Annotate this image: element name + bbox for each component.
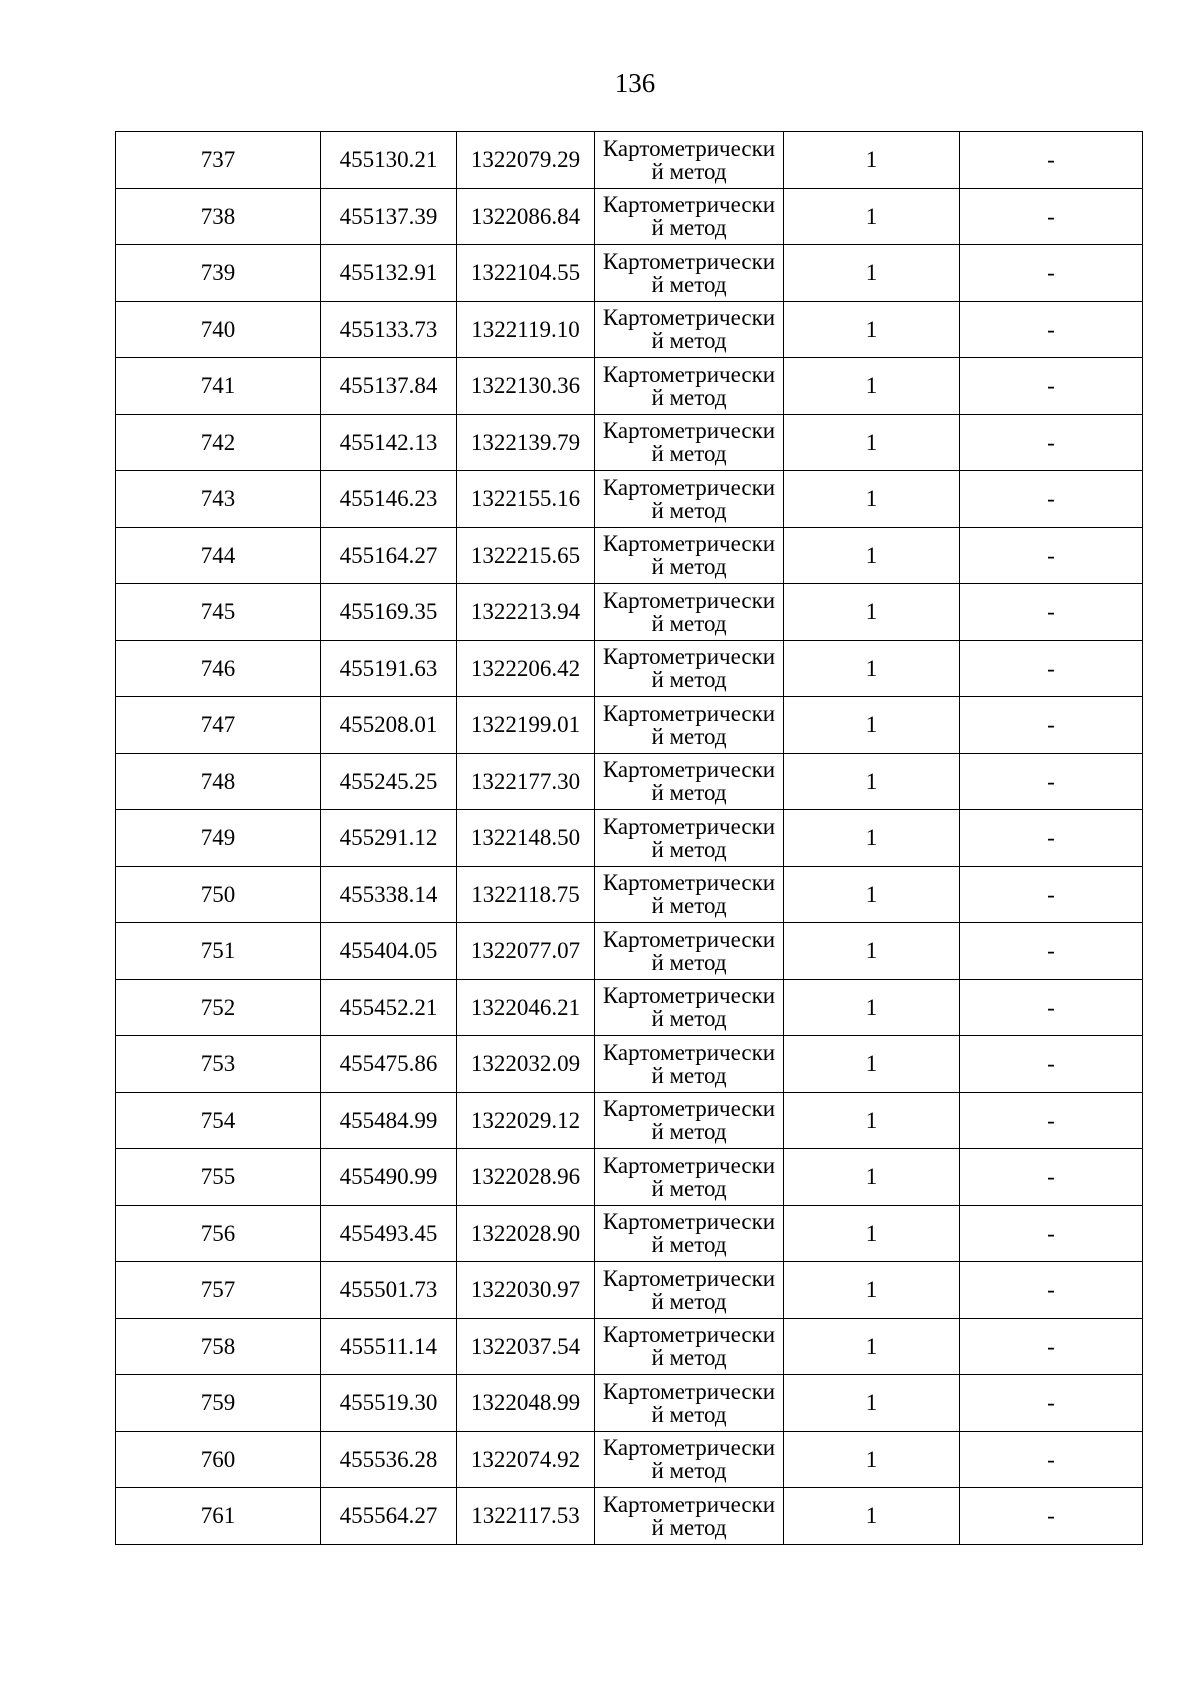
y-coordinate-cell: 1322030.97: [457, 1262, 595, 1319]
x-coordinate-cell: 455519.30: [321, 1375, 457, 1432]
table-row: [116, 923, 1143, 980]
y-coordinate-cell: 1322037.54: [457, 1318, 595, 1375]
method-cell: [595, 810, 784, 867]
method-text: Картометрический метод: [602, 531, 776, 580]
method-text: Картометрический метод: [602, 1152, 776, 1201]
note-cell: -: [960, 358, 1143, 415]
y-coordinate-cell: 1322213.94: [457, 584, 595, 641]
method-text: Картометрический метод: [602, 813, 776, 862]
point-number-cell: 748: [116, 753, 321, 810]
accuracy-cell: 1: [784, 358, 960, 415]
point-number-cell: 740: [116, 301, 321, 358]
method-text: Картометрический метод: [602, 1491, 776, 1540]
method-cell: [595, 1205, 784, 1262]
accuracy-cell: 1: [784, 1092, 960, 1149]
note-cell: -: [960, 866, 1143, 923]
y-coordinate-cell: 1322215.65: [457, 527, 595, 584]
note-cell: -: [960, 1318, 1143, 1375]
method-text: Картометрический метод: [602, 870, 776, 919]
table-row: [116, 640, 1143, 697]
x-coordinate-cell: 455291.12: [321, 810, 457, 867]
point-number-cell: 755: [116, 1149, 321, 1206]
x-coordinate-cell: 455493.45: [321, 1205, 457, 1262]
note-cell: -: [960, 1488, 1143, 1545]
method-cell: [595, 1375, 784, 1432]
accuracy-cell: 1: [784, 1375, 960, 1432]
method-text: Картометрический метод: [602, 135, 776, 184]
note-cell: -: [960, 640, 1143, 697]
method-text: Картометрический метод: [602, 587, 776, 636]
point-number-cell: 761: [116, 1488, 321, 1545]
point-number-cell: 757: [116, 1262, 321, 1319]
accuracy-cell: 1: [784, 1205, 960, 1262]
method-text: Картометрический метод: [602, 361, 776, 410]
x-coordinate-cell: 455245.25: [321, 753, 457, 810]
accuracy-cell: 1: [784, 132, 960, 189]
y-coordinate-cell: 1322199.01: [457, 697, 595, 754]
x-coordinate-cell: 455169.35: [321, 584, 457, 641]
note-cell: -: [960, 1431, 1143, 1488]
table-row: [116, 1375, 1143, 1432]
y-coordinate-cell: 1322117.53: [457, 1488, 595, 1545]
table-row: [116, 301, 1143, 358]
method-text: Картометрический метод: [602, 1209, 776, 1258]
method-cell: [595, 923, 784, 980]
table-row: [116, 1431, 1143, 1488]
table-row: [116, 810, 1143, 867]
y-coordinate-cell: 1322074.92: [457, 1431, 595, 1488]
method-text: Картометрический метод: [602, 644, 776, 693]
point-number-cell: 749: [116, 810, 321, 867]
point-number-cell: 756: [116, 1205, 321, 1262]
accuracy-cell: 1: [784, 866, 960, 923]
note-cell: -: [960, 697, 1143, 754]
method-cell: [595, 1036, 784, 1093]
table-row: [116, 132, 1143, 189]
x-coordinate-cell: 455164.27: [321, 527, 457, 584]
accuracy-cell: 1: [784, 979, 960, 1036]
note-cell: -: [960, 923, 1143, 980]
method-text: Картометрический метод: [602, 418, 776, 467]
accuracy-cell: 1: [784, 1149, 960, 1206]
table-row: [116, 1205, 1143, 1262]
y-coordinate-cell: 1322032.09: [457, 1036, 595, 1093]
point-number-cell: 750: [116, 866, 321, 923]
method-text: Картометрический метод: [602, 192, 776, 241]
table-row: [116, 1488, 1143, 1545]
method-text: Картометрический метод: [602, 1435, 776, 1484]
accuracy-cell: 1: [784, 1488, 960, 1545]
x-coordinate-cell: 455475.86: [321, 1036, 457, 1093]
point-number-cell: 746: [116, 640, 321, 697]
method-cell: [595, 1092, 784, 1149]
note-cell: -: [960, 301, 1143, 358]
note-cell: -: [960, 188, 1143, 245]
y-coordinate-cell: 1322046.21: [457, 979, 595, 1036]
x-coordinate-cell: 455137.39: [321, 188, 457, 245]
method-cell: [595, 301, 784, 358]
method-cell: [595, 414, 784, 471]
method-cell: [595, 979, 784, 1036]
table-row: [116, 471, 1143, 528]
point-number-cell: 739: [116, 245, 321, 302]
y-coordinate-cell: 1322028.96: [457, 1149, 595, 1206]
table-row: [116, 1318, 1143, 1375]
x-coordinate-cell: 455146.23: [321, 471, 457, 528]
table-row: [116, 584, 1143, 641]
table-row: [116, 414, 1143, 471]
accuracy-cell: 1: [784, 923, 960, 980]
page-number: 136: [614, 68, 656, 98]
note-cell: -: [960, 471, 1143, 528]
point-number-cell: 759: [116, 1375, 321, 1432]
x-coordinate-cell: 455208.01: [321, 697, 457, 754]
method-cell: [595, 640, 784, 697]
note-cell: -: [960, 584, 1143, 641]
y-coordinate-cell: 1322079.29: [457, 132, 595, 189]
point-number-cell: 738: [116, 188, 321, 245]
table-row: [116, 753, 1143, 810]
y-coordinate-cell: 1322048.99: [457, 1375, 595, 1432]
note-cell: -: [960, 1205, 1143, 1262]
y-coordinate-cell: 1322028.90: [457, 1205, 595, 1262]
note-cell: -: [960, 1375, 1143, 1432]
point-number-cell: 745: [116, 584, 321, 641]
method-text: Картометрический метод: [602, 926, 776, 975]
x-coordinate-cell: 455130.21: [321, 132, 457, 189]
note-cell: -: [960, 132, 1143, 189]
method-cell: [595, 584, 784, 641]
point-number-cell: 737: [116, 132, 321, 189]
accuracy-cell: 1: [784, 188, 960, 245]
table-row: [116, 866, 1143, 923]
table-row: [116, 979, 1143, 1036]
table-row: [116, 358, 1143, 415]
method-text: Картометрический метод: [602, 1039, 776, 1088]
note-cell: -: [960, 1092, 1143, 1149]
x-coordinate-cell: 455191.63: [321, 640, 457, 697]
y-coordinate-cell: 1322104.55: [457, 245, 595, 302]
x-coordinate-cell: 455536.28: [321, 1431, 457, 1488]
y-coordinate-cell: 1322029.12: [457, 1092, 595, 1149]
x-coordinate-cell: 455142.13: [321, 414, 457, 471]
point-number-cell: 747: [116, 697, 321, 754]
method-text: Картометрический метод: [602, 1378, 776, 1427]
table-body: [116, 132, 1143, 1545]
accuracy-cell: 1: [784, 527, 960, 584]
method-text: Картометрический метод: [602, 700, 776, 749]
method-text: Картометрический метод: [602, 983, 776, 1032]
note-cell: -: [960, 527, 1143, 584]
point-number-cell: 742: [116, 414, 321, 471]
accuracy-cell: 1: [784, 1262, 960, 1319]
method-cell: [595, 1488, 784, 1545]
point-number-cell: 741: [116, 358, 321, 415]
point-number-cell: 754: [116, 1092, 321, 1149]
y-coordinate-cell: 1322206.42: [457, 640, 595, 697]
method-text: Картометрический метод: [602, 1322, 776, 1371]
x-coordinate-cell: 455404.05: [321, 923, 457, 980]
x-coordinate-cell: 455132.91: [321, 245, 457, 302]
y-coordinate-cell: 1322130.36: [457, 358, 595, 415]
method-cell: [595, 1262, 784, 1319]
method-text: Картометрический метод: [602, 1265, 776, 1314]
table-row: [116, 527, 1143, 584]
method-text: Картометрический метод: [602, 474, 776, 523]
note-cell: -: [960, 414, 1143, 471]
point-number-cell: 760: [116, 1431, 321, 1488]
method-cell: [595, 1318, 784, 1375]
method-cell: [595, 697, 784, 754]
note-cell: -: [960, 1149, 1143, 1206]
y-coordinate-cell: 1322086.84: [457, 188, 595, 245]
x-coordinate-cell: 455338.14: [321, 866, 457, 923]
y-coordinate-cell: 1322148.50: [457, 810, 595, 867]
method-cell: [595, 1431, 784, 1488]
table-row: [116, 1092, 1143, 1149]
note-cell: -: [960, 753, 1143, 810]
y-coordinate-cell: 1322119.10: [457, 301, 595, 358]
accuracy-cell: 1: [784, 1431, 960, 1488]
method-cell: [595, 358, 784, 415]
method-text: Картометрический метод: [602, 305, 776, 354]
y-coordinate-cell: 1322077.07: [457, 923, 595, 980]
accuracy-cell: 1: [784, 414, 960, 471]
point-number-cell: 752: [116, 979, 321, 1036]
method-cell: [595, 1149, 784, 1206]
x-coordinate-cell: 455137.84: [321, 358, 457, 415]
point-number-cell: 751: [116, 923, 321, 980]
accuracy-cell: 1: [784, 301, 960, 358]
note-cell: -: [960, 1262, 1143, 1319]
method-cell: [595, 753, 784, 810]
point-number-cell: 744: [116, 527, 321, 584]
note-cell: -: [960, 979, 1143, 1036]
x-coordinate-cell: 455490.99: [321, 1149, 457, 1206]
x-coordinate-cell: 455452.21: [321, 979, 457, 1036]
method-cell: [595, 527, 784, 584]
note-cell: -: [960, 1036, 1143, 1093]
note-cell: -: [960, 810, 1143, 867]
method-text: Картометрический метод: [602, 1096, 776, 1145]
y-coordinate-cell: 1322155.16: [457, 471, 595, 528]
table-row: [116, 1036, 1143, 1093]
accuracy-cell: 1: [784, 1318, 960, 1375]
table-row: [116, 1149, 1143, 1206]
accuracy-cell: 1: [784, 810, 960, 867]
x-coordinate-cell: 455133.73: [321, 301, 457, 358]
point-number-cell: 753: [116, 1036, 321, 1093]
y-coordinate-cell: 1322177.30: [457, 753, 595, 810]
x-coordinate-cell: 455564.27: [321, 1488, 457, 1545]
method-cell: [595, 245, 784, 302]
method-text: Картометрический метод: [602, 757, 776, 806]
x-coordinate-cell: 455501.73: [321, 1262, 457, 1319]
accuracy-cell: 1: [784, 1036, 960, 1093]
method-text: Картометрический метод: [602, 248, 776, 297]
accuracy-cell: 1: [784, 471, 960, 528]
note-cell: -: [960, 245, 1143, 302]
coordinates-table: [115, 131, 1143, 1545]
method-cell: [595, 471, 784, 528]
method-cell: [595, 188, 784, 245]
method-cell: [595, 132, 784, 189]
point-number-cell: 743: [116, 471, 321, 528]
accuracy-cell: 1: [784, 697, 960, 754]
table-row: [116, 1262, 1143, 1319]
table-row: [116, 697, 1143, 754]
accuracy-cell: 1: [784, 640, 960, 697]
x-coordinate-cell: 455511.14: [321, 1318, 457, 1375]
method-cell: [595, 866, 784, 923]
accuracy-cell: 1: [784, 753, 960, 810]
y-coordinate-cell: 1322118.75: [457, 866, 595, 923]
x-coordinate-cell: 455484.99: [321, 1092, 457, 1149]
y-coordinate-cell: 1322139.79: [457, 414, 595, 471]
table-row: [116, 245, 1143, 302]
table-row: [116, 188, 1143, 245]
point-number-cell: 758: [116, 1318, 321, 1375]
accuracy-cell: 1: [784, 584, 960, 641]
accuracy-cell: 1: [784, 245, 960, 302]
